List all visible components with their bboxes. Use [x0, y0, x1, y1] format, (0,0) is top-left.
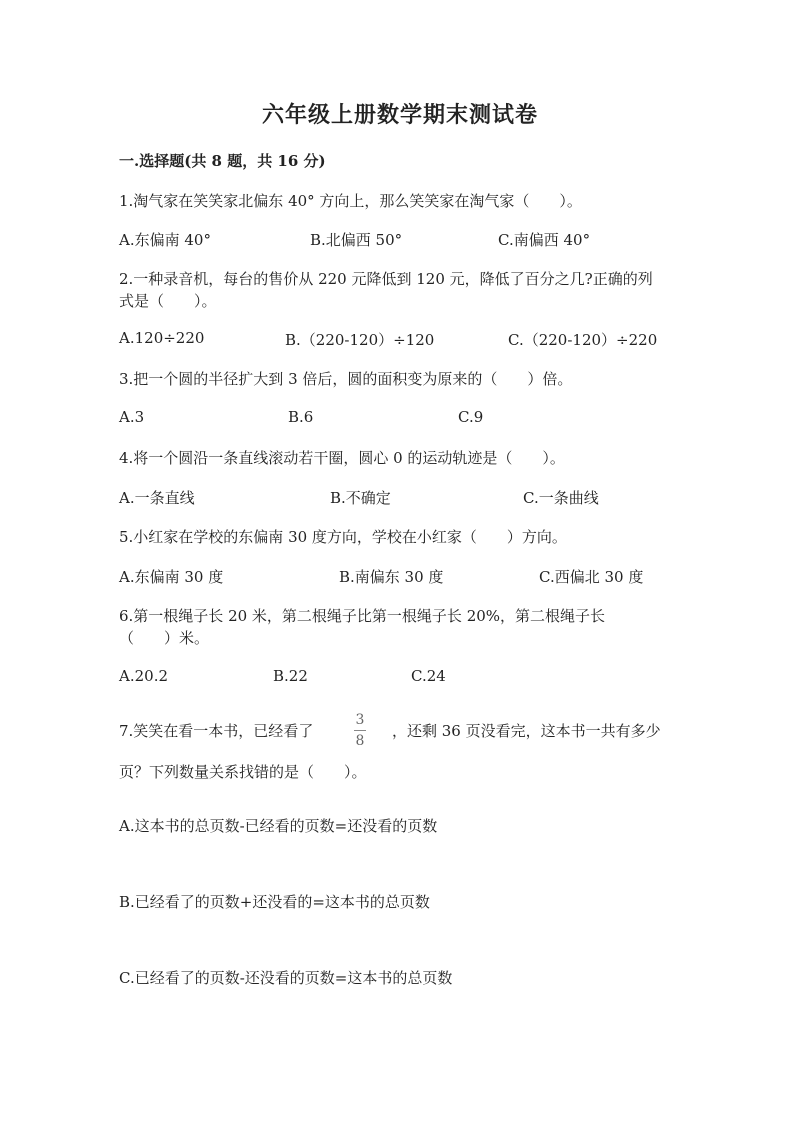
q6-option-b: B.22	[273, 667, 308, 685]
fraction-numerator: 3	[355, 712, 365, 728]
q6-option-c: C.24	[411, 667, 446, 685]
question-1: 1.淘气家在笑笑家北偏东 40° 方向上，那么笑笑家在淘气家（ ）。	[119, 192, 582, 210]
q1-option-a: A.东偏南 40°	[119, 231, 211, 249]
q5-option-c: C.西偏北 30 度	[539, 568, 644, 586]
question-7-line-1-end: ，还剩 36 页没看完，这本书一共有多少	[392, 722, 661, 740]
q2-option-b: B.（220-120）÷120	[285, 331, 435, 349]
q2-option-a: A.120÷220	[119, 329, 205, 347]
q4-option-a: A.一条直线	[119, 489, 195, 507]
question-7-line-1-start: 7.笑笑在看一本书，已经看了	[119, 722, 314, 740]
q7-option-b: B.已经看了的页数+还没看的=这本书的总页数	[119, 893, 430, 911]
section-heading: 一.选择题(共 8 题，共 16 分)	[119, 152, 326, 170]
question-2-line-1: 2.一种录音机，每台的售价从 220 元降低到 120 元，降低了百分之几?正确的列	[119, 270, 653, 288]
question-2-line-2: 式是（ ）。	[119, 292, 217, 310]
question-6-line-1: 6.第一根绳子长 20 米，第二根绳子比第一根绳子长 20%，第二根绳子长	[119, 607, 606, 625]
fraction-bar	[354, 730, 366, 731]
question-4: 4.将一个圆沿一条直线滚动若干圈，圆心 0 的运动轨迹是（ ）。	[119, 449, 565, 467]
q6-option-a: A.20.2	[119, 667, 168, 685]
question-7-line-2: 页？下列数量关系找错的是（ ）。	[119, 763, 367, 781]
q5-option-a: A.东偏南 30 度	[119, 568, 224, 586]
question-3: 3.把一个圆的半径扩大到 3 倍后，圆的面积变为原来的（ ）倍。	[119, 370, 573, 388]
question-5: 5.小红家在学校的东偏南 30 度方向，学校在小红家（ ）方向。	[119, 528, 567, 546]
q7-option-a: A.这本书的总页数-已经看的页数=还没看的页数	[119, 817, 438, 835]
fraction-three-eighths	[354, 712, 366, 749]
q4-option-b: B.不确定	[330, 489, 391, 507]
q1-option-c: C.南偏西 40°	[498, 231, 591, 249]
q1-option-b: B.北偏西 50°	[310, 231, 403, 249]
question-6-line-2: （ ）米。	[119, 629, 210, 647]
q5-option-b: B.南偏东 30 度	[339, 568, 444, 586]
q2-option-c: C.（220-120）÷220	[508, 331, 658, 349]
q3-option-a: A.3	[119, 408, 145, 426]
fraction-denominator: 8	[355, 733, 365, 749]
q3-option-b: B.6	[288, 408, 314, 426]
page-title: 六年级上册数学期末测试卷	[261, 102, 538, 128]
q4-option-c: C.一条曲线	[523, 489, 599, 507]
q3-option-c: C.9	[458, 408, 484, 426]
q7-option-c: C.已经看了的页数-还没看的页数=这本书的总页数	[119, 969, 453, 987]
